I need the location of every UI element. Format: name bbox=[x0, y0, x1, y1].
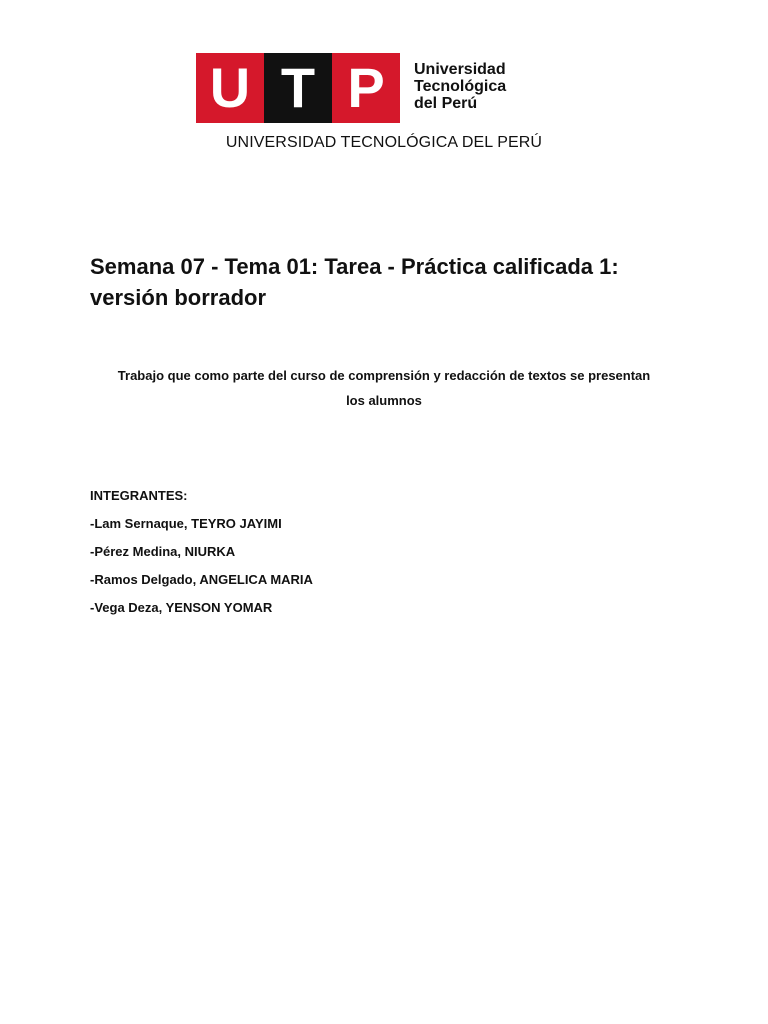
members-section bbox=[90, 487, 590, 627]
title-line: versión borrador bbox=[90, 285, 267, 310]
member-item: -Vega Deza, YENSON YOMAR bbox=[90, 600, 273, 615]
document-subtitle bbox=[92, 363, 676, 413]
member-item: -Ramos Delgado, ANGELICA MARIA bbox=[90, 572, 313, 587]
logo-wordmark bbox=[414, 61, 524, 112]
logo-text-line: del Perú bbox=[414, 95, 478, 112]
document-title bbox=[90, 251, 690, 313]
university-name: UNIVERSIDAD TECNOLÓGICA DEL PERÚ bbox=[225, 134, 543, 151]
logo-letter-p: P bbox=[332, 53, 400, 123]
utp-logo bbox=[196, 53, 516, 123]
logo-text-line: Universidad bbox=[414, 61, 506, 78]
member-item: -Lam Sernaque, TEYRO JAYIMI bbox=[90, 516, 282, 531]
logo-text-line: Tecnológica bbox=[414, 78, 507, 95]
subtitle-line: Trabajo que como parte del curso de comprensión y redacción de textos se presentan bbox=[117, 368, 651, 383]
title-line: Semana 07 - Tema 01: Tarea - Práctica calificada 1: bbox=[90, 254, 619, 279]
members-heading: INTEGRANTES: bbox=[90, 488, 188, 503]
member-item: -Pérez Medina, NIURKA bbox=[90, 544, 236, 559]
logo-letter-u: U bbox=[196, 53, 264, 123]
logo-letter-t: T bbox=[264, 53, 332, 123]
subtitle-line: los alumnos bbox=[346, 393, 422, 408]
